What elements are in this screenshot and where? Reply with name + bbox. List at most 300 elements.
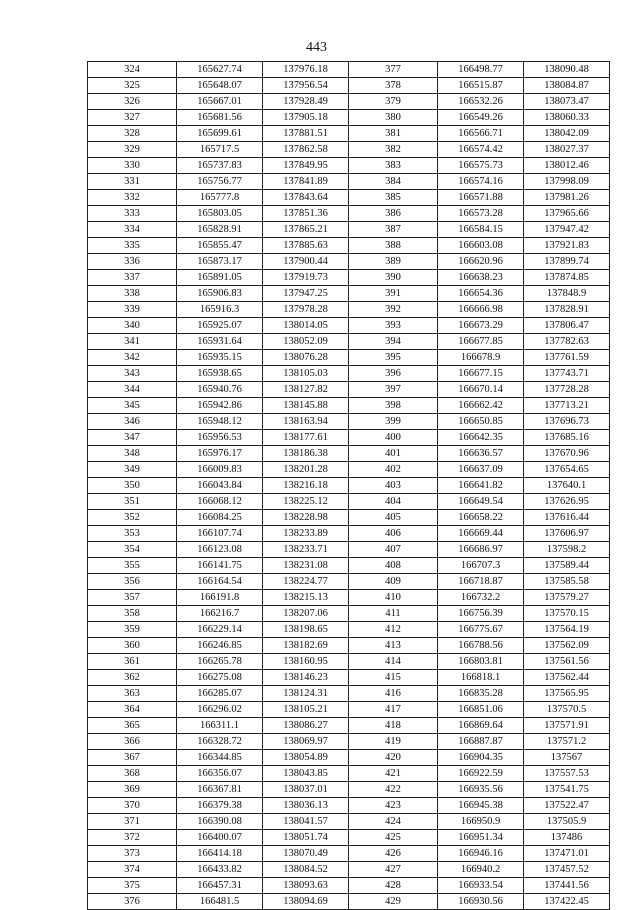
y-coordinate-cell: 137579.27 xyxy=(524,590,610,606)
y-coordinate-cell: 137899.74 xyxy=(524,254,610,270)
table-row xyxy=(88,222,610,238)
point-number-cell: 342 xyxy=(88,350,177,366)
y-coordinate-cell: 137865.21 xyxy=(263,222,349,238)
table-row xyxy=(88,798,610,814)
point-number-cell: 365 xyxy=(88,718,177,734)
y-coordinate-cell: 138086.27 xyxy=(263,718,349,734)
y-coordinate-cell: 137728.28 xyxy=(524,382,610,398)
point-number-cell: 341 xyxy=(88,334,177,350)
x-coordinate-cell: 166367.81 xyxy=(177,782,263,798)
point-number-cell: 391 xyxy=(349,286,438,302)
point-number-cell: 409 xyxy=(349,574,438,590)
x-coordinate-cell: 166636.57 xyxy=(438,446,524,462)
y-coordinate-cell: 137841.89 xyxy=(263,174,349,190)
y-coordinate-cell: 138145.88 xyxy=(263,398,349,414)
point-number-cell: 367 xyxy=(88,750,177,766)
table-row xyxy=(88,190,610,206)
point-number-cell: 329 xyxy=(88,142,177,158)
y-coordinate-cell: 137928.49 xyxy=(263,94,349,110)
y-coordinate-cell: 137956.54 xyxy=(263,78,349,94)
y-coordinate-cell: 137422.45 xyxy=(524,894,610,910)
point-number-cell: 340 xyxy=(88,318,177,334)
y-coordinate-cell: 137505.9 xyxy=(524,814,610,830)
x-coordinate-cell: 165667.01 xyxy=(177,94,263,110)
table-row xyxy=(88,830,610,846)
x-coordinate-cell: 166107.74 xyxy=(177,526,263,542)
y-coordinate-cell: 137567 xyxy=(524,750,610,766)
x-coordinate-cell: 166887.87 xyxy=(438,734,524,750)
y-coordinate-cell: 137862.58 xyxy=(263,142,349,158)
table-row xyxy=(88,462,610,478)
x-coordinate-cell: 165940.76 xyxy=(177,382,263,398)
x-coordinate-cell: 166433.82 xyxy=(177,862,263,878)
x-coordinate-cell: 166571.88 xyxy=(438,190,524,206)
y-coordinate-cell: 137947.25 xyxy=(263,286,349,302)
point-number-cell: 360 xyxy=(88,638,177,654)
y-coordinate-cell: 137696.73 xyxy=(524,414,610,430)
x-coordinate-cell: 166084.25 xyxy=(177,510,263,526)
y-coordinate-cell: 138182.69 xyxy=(263,638,349,654)
point-number-cell: 403 xyxy=(349,478,438,494)
point-number-cell: 382 xyxy=(349,142,438,158)
y-coordinate-cell: 138054.89 xyxy=(263,750,349,766)
y-coordinate-cell: 137561.56 xyxy=(524,654,610,670)
y-coordinate-cell: 138051.74 xyxy=(263,830,349,846)
table-row xyxy=(88,174,610,190)
point-number-cell: 345 xyxy=(88,398,177,414)
x-coordinate-cell: 166344.85 xyxy=(177,750,263,766)
x-coordinate-cell: 165648.07 xyxy=(177,78,263,94)
y-coordinate-cell: 137921.83 xyxy=(524,238,610,254)
x-coordinate-cell: 166851.06 xyxy=(438,702,524,718)
y-coordinate-cell: 137457.52 xyxy=(524,862,610,878)
x-coordinate-cell: 165681.56 xyxy=(177,110,263,126)
x-coordinate-cell: 166707.3 xyxy=(438,558,524,574)
point-number-cell: 405 xyxy=(349,510,438,526)
table-row xyxy=(88,126,610,142)
point-number-cell: 347 xyxy=(88,430,177,446)
y-coordinate-cell: 137782.63 xyxy=(524,334,610,350)
point-number-cell: 328 xyxy=(88,126,177,142)
point-number-cell: 334 xyxy=(88,222,177,238)
y-coordinate-cell: 137486 xyxy=(524,830,610,846)
point-number-cell: 383 xyxy=(349,158,438,174)
x-coordinate-cell: 165803.05 xyxy=(177,206,263,222)
y-coordinate-cell: 138070.49 xyxy=(263,846,349,862)
table-row xyxy=(88,766,610,782)
point-number-cell: 392 xyxy=(349,302,438,318)
table-row xyxy=(88,110,610,126)
y-coordinate-cell: 138231.08 xyxy=(263,558,349,574)
y-coordinate-cell: 137905.18 xyxy=(263,110,349,126)
x-coordinate-cell: 165916.3 xyxy=(177,302,263,318)
y-coordinate-cell: 138233.71 xyxy=(263,542,349,558)
point-number-cell: 336 xyxy=(88,254,177,270)
x-coordinate-cell: 166573.28 xyxy=(438,206,524,222)
x-coordinate-cell: 165717.5 xyxy=(177,142,263,158)
x-coordinate-cell: 166043.84 xyxy=(177,478,263,494)
point-number-cell: 420 xyxy=(349,750,438,766)
y-coordinate-cell: 137743.71 xyxy=(524,366,610,382)
y-coordinate-cell: 137562.09 xyxy=(524,638,610,654)
x-coordinate-cell: 166678.9 xyxy=(438,350,524,366)
table-row xyxy=(88,206,610,222)
x-coordinate-cell: 166933.54 xyxy=(438,878,524,894)
table-row xyxy=(88,686,610,702)
x-coordinate-cell: 166718.87 xyxy=(438,574,524,590)
table-row xyxy=(88,542,610,558)
x-coordinate-cell: 166400.07 xyxy=(177,830,263,846)
point-number-cell: 396 xyxy=(349,366,438,382)
table-row xyxy=(88,782,610,798)
y-coordinate-cell: 138228.98 xyxy=(263,510,349,526)
table-row xyxy=(88,142,610,158)
point-number-cell: 402 xyxy=(349,462,438,478)
x-coordinate-cell: 166379.38 xyxy=(177,798,263,814)
x-coordinate-cell: 166677.15 xyxy=(438,366,524,382)
y-coordinate-cell: 138036.13 xyxy=(263,798,349,814)
y-coordinate-cell: 137606.97 xyxy=(524,526,610,542)
y-coordinate-cell: 138225.12 xyxy=(263,494,349,510)
point-number-cell: 413 xyxy=(349,638,438,654)
x-coordinate-cell: 165935.15 xyxy=(177,350,263,366)
x-coordinate-cell: 166945.38 xyxy=(438,798,524,814)
point-number-cell: 401 xyxy=(349,446,438,462)
point-number-cell: 369 xyxy=(88,782,177,798)
point-number-cell: 339 xyxy=(88,302,177,318)
x-coordinate-cell: 166620.96 xyxy=(438,254,524,270)
x-coordinate-cell: 166686.97 xyxy=(438,542,524,558)
y-coordinate-cell: 138060.33 xyxy=(524,110,610,126)
x-coordinate-cell: 166141.75 xyxy=(177,558,263,574)
point-number-cell: 408 xyxy=(349,558,438,574)
point-number-cell: 361 xyxy=(88,654,177,670)
coordinates-table-body xyxy=(88,62,610,910)
point-number-cell: 325 xyxy=(88,78,177,94)
table-row xyxy=(88,158,610,174)
point-number-cell: 417 xyxy=(349,702,438,718)
point-number-cell: 351 xyxy=(88,494,177,510)
point-number-cell: 358 xyxy=(88,606,177,622)
y-coordinate-cell: 137585.58 xyxy=(524,574,610,590)
x-coordinate-cell: 166756.39 xyxy=(438,606,524,622)
y-coordinate-cell: 137571.2 xyxy=(524,734,610,750)
x-coordinate-cell: 166575.73 xyxy=(438,158,524,174)
y-coordinate-cell: 137640.1 xyxy=(524,478,610,494)
point-number-cell: 346 xyxy=(88,414,177,430)
point-number-cell: 400 xyxy=(349,430,438,446)
point-number-cell: 364 xyxy=(88,702,177,718)
y-coordinate-cell: 138073.47 xyxy=(524,94,610,110)
point-number-cell: 421 xyxy=(349,766,438,782)
table-row xyxy=(88,286,610,302)
point-number-cell: 331 xyxy=(88,174,177,190)
y-coordinate-cell: 138215.13 xyxy=(263,590,349,606)
table-row xyxy=(88,446,610,462)
point-number-cell: 354 xyxy=(88,542,177,558)
table-row xyxy=(88,526,610,542)
table-row xyxy=(88,398,610,414)
x-coordinate-cell: 165976.17 xyxy=(177,446,263,462)
x-coordinate-cell: 166285.07 xyxy=(177,686,263,702)
y-coordinate-cell: 137828.91 xyxy=(524,302,610,318)
x-coordinate-cell: 166922.59 xyxy=(438,766,524,782)
point-number-cell: 338 xyxy=(88,286,177,302)
x-coordinate-cell: 166191.8 xyxy=(177,590,263,606)
y-coordinate-cell: 138037.01 xyxy=(263,782,349,798)
point-number-cell: 429 xyxy=(349,894,438,910)
point-number-cell: 373 xyxy=(88,846,177,862)
y-coordinate-cell: 138146.23 xyxy=(263,670,349,686)
point-number-cell: 337 xyxy=(88,270,177,286)
y-coordinate-cell: 137713.21 xyxy=(524,398,610,414)
point-number-cell: 390 xyxy=(349,270,438,286)
x-coordinate-cell: 166946.16 xyxy=(438,846,524,862)
x-coordinate-cell: 165855.47 xyxy=(177,238,263,254)
y-coordinate-cell: 138084.87 xyxy=(524,78,610,94)
point-number-cell: 385 xyxy=(349,190,438,206)
point-number-cell: 333 xyxy=(88,206,177,222)
y-coordinate-cell: 137761.59 xyxy=(524,350,610,366)
y-coordinate-cell: 138069.97 xyxy=(263,734,349,750)
x-coordinate-cell: 166414.18 xyxy=(177,846,263,862)
y-coordinate-cell: 137557.53 xyxy=(524,766,610,782)
y-coordinate-cell: 137626.95 xyxy=(524,494,610,510)
point-number-cell: 412 xyxy=(349,622,438,638)
x-coordinate-cell: 166930.56 xyxy=(438,894,524,910)
y-coordinate-cell: 138052.09 xyxy=(263,334,349,350)
y-coordinate-cell: 137564.19 xyxy=(524,622,610,638)
table-row xyxy=(88,414,610,430)
y-coordinate-cell: 137616.44 xyxy=(524,510,610,526)
x-coordinate-cell: 166658.22 xyxy=(438,510,524,526)
point-number-cell: 384 xyxy=(349,174,438,190)
y-coordinate-cell: 138224.77 xyxy=(263,574,349,590)
table-row xyxy=(88,238,610,254)
page-number: 443 xyxy=(306,40,327,55)
y-coordinate-cell: 138207.06 xyxy=(263,606,349,622)
x-coordinate-cell: 166265.78 xyxy=(177,654,263,670)
y-coordinate-cell: 137848.9 xyxy=(524,286,610,302)
y-coordinate-cell: 137570.15 xyxy=(524,606,610,622)
table-row xyxy=(88,590,610,606)
point-number-cell: 366 xyxy=(88,734,177,750)
point-number-cell: 393 xyxy=(349,318,438,334)
x-coordinate-cell: 166950.9 xyxy=(438,814,524,830)
x-coordinate-cell: 166935.56 xyxy=(438,782,524,798)
table-row xyxy=(88,558,610,574)
point-number-cell: 424 xyxy=(349,814,438,830)
y-coordinate-cell: 138105.21 xyxy=(263,702,349,718)
x-coordinate-cell: 166246.85 xyxy=(177,638,263,654)
x-coordinate-cell: 166803.81 xyxy=(438,654,524,670)
x-coordinate-cell: 166481.5 xyxy=(177,894,263,910)
x-coordinate-cell: 165956.53 xyxy=(177,430,263,446)
table-row xyxy=(88,382,610,398)
y-coordinate-cell: 137471.01 xyxy=(524,846,610,862)
point-number-cell: 415 xyxy=(349,670,438,686)
point-number-cell: 427 xyxy=(349,862,438,878)
table-row xyxy=(88,606,610,622)
x-coordinate-cell: 166670.14 xyxy=(438,382,524,398)
point-number-cell: 387 xyxy=(349,222,438,238)
point-number-cell: 428 xyxy=(349,878,438,894)
x-coordinate-cell: 166666.98 xyxy=(438,302,524,318)
point-number-cell: 375 xyxy=(88,878,177,894)
y-coordinate-cell: 138186.38 xyxy=(263,446,349,462)
x-coordinate-cell: 166549.26 xyxy=(438,110,524,126)
y-coordinate-cell: 137541.75 xyxy=(524,782,610,798)
y-coordinate-cell: 138105.03 xyxy=(263,366,349,382)
point-number-cell: 380 xyxy=(349,110,438,126)
x-coordinate-cell: 166818.1 xyxy=(438,670,524,686)
x-coordinate-cell: 165699.61 xyxy=(177,126,263,142)
point-number-cell: 395 xyxy=(349,350,438,366)
y-coordinate-cell: 137570.5 xyxy=(524,702,610,718)
point-number-cell: 368 xyxy=(88,766,177,782)
point-number-cell: 394 xyxy=(349,334,438,350)
y-coordinate-cell: 138014.05 xyxy=(263,318,349,334)
x-coordinate-cell: 165777.8 xyxy=(177,190,263,206)
x-coordinate-cell: 165938.65 xyxy=(177,366,263,382)
y-coordinate-cell: 138198.65 xyxy=(263,622,349,638)
table-row xyxy=(88,510,610,526)
x-coordinate-cell: 165873.17 xyxy=(177,254,263,270)
point-number-cell: 353 xyxy=(88,526,177,542)
table-row xyxy=(88,430,610,446)
y-coordinate-cell: 137947.42 xyxy=(524,222,610,238)
point-number-cell: 357 xyxy=(88,590,177,606)
y-coordinate-cell: 137565.95 xyxy=(524,686,610,702)
y-coordinate-cell: 137441.56 xyxy=(524,878,610,894)
y-coordinate-cell: 137843.64 xyxy=(263,190,349,206)
point-number-cell: 349 xyxy=(88,462,177,478)
table-row xyxy=(88,334,610,350)
x-coordinate-cell: 166603.08 xyxy=(438,238,524,254)
point-number-cell: 324 xyxy=(88,62,177,78)
y-coordinate-cell: 137598.2 xyxy=(524,542,610,558)
table-row xyxy=(88,702,610,718)
table-row xyxy=(88,894,610,910)
x-coordinate-cell: 166951.34 xyxy=(438,830,524,846)
point-number-cell: 374 xyxy=(88,862,177,878)
x-coordinate-cell: 166068.12 xyxy=(177,494,263,510)
point-number-cell: 327 xyxy=(88,110,177,126)
y-coordinate-cell: 137919.73 xyxy=(263,270,349,286)
y-coordinate-cell: 137849.95 xyxy=(263,158,349,174)
point-number-cell: 407 xyxy=(349,542,438,558)
y-coordinate-cell: 138127.82 xyxy=(263,382,349,398)
y-coordinate-cell: 138216.18 xyxy=(263,478,349,494)
y-coordinate-cell: 138076.28 xyxy=(263,350,349,366)
table-row xyxy=(88,350,610,366)
x-coordinate-cell: 166673.29 xyxy=(438,318,524,334)
point-number-cell: 356 xyxy=(88,574,177,590)
x-coordinate-cell: 165942.86 xyxy=(177,398,263,414)
point-number-cell: 411 xyxy=(349,606,438,622)
x-coordinate-cell: 166216.7 xyxy=(177,606,263,622)
point-number-cell: 397 xyxy=(349,382,438,398)
y-coordinate-cell: 137522.47 xyxy=(524,798,610,814)
y-coordinate-cell: 137900.44 xyxy=(263,254,349,270)
y-coordinate-cell: 137670.96 xyxy=(524,446,610,462)
x-coordinate-cell: 165756.77 xyxy=(177,174,263,190)
x-coordinate-cell: 166869.64 xyxy=(438,718,524,734)
y-coordinate-cell: 138201.28 xyxy=(263,462,349,478)
x-coordinate-cell: 166515.87 xyxy=(438,78,524,94)
point-number-cell: 370 xyxy=(88,798,177,814)
x-coordinate-cell: 165737.83 xyxy=(177,158,263,174)
x-coordinate-cell: 166732.2 xyxy=(438,590,524,606)
point-number-cell: 414 xyxy=(349,654,438,670)
x-coordinate-cell: 166641.82 xyxy=(438,478,524,494)
table-row xyxy=(88,670,610,686)
y-coordinate-cell: 137885.63 xyxy=(263,238,349,254)
x-coordinate-cell: 166311.1 xyxy=(177,718,263,734)
x-coordinate-cell: 166654.36 xyxy=(438,286,524,302)
x-coordinate-cell: 166532.26 xyxy=(438,94,524,110)
point-number-cell: 326 xyxy=(88,94,177,110)
x-coordinate-cell: 166328.72 xyxy=(177,734,263,750)
x-coordinate-cell: 166835.28 xyxy=(438,686,524,702)
y-coordinate-cell: 137978.28 xyxy=(263,302,349,318)
point-number-cell: 418 xyxy=(349,718,438,734)
table-row xyxy=(88,302,610,318)
y-coordinate-cell: 137851.36 xyxy=(263,206,349,222)
table-row xyxy=(88,270,610,286)
table-row xyxy=(88,494,610,510)
table-row xyxy=(88,318,610,334)
table-row xyxy=(88,78,610,94)
x-coordinate-cell: 166775.67 xyxy=(438,622,524,638)
point-number-cell: 371 xyxy=(88,814,177,830)
point-number-cell: 350 xyxy=(88,478,177,494)
x-coordinate-cell: 166788.56 xyxy=(438,638,524,654)
point-number-cell: 359 xyxy=(88,622,177,638)
point-number-cell: 352 xyxy=(88,510,177,526)
x-coordinate-cell: 166669.44 xyxy=(438,526,524,542)
y-coordinate-cell: 138177.61 xyxy=(263,430,349,446)
y-coordinate-cell: 138043.85 xyxy=(263,766,349,782)
x-coordinate-cell: 166649.54 xyxy=(438,494,524,510)
point-number-cell: 343 xyxy=(88,366,177,382)
point-number-cell: 363 xyxy=(88,686,177,702)
point-number-cell: 335 xyxy=(88,238,177,254)
point-number-cell: 355 xyxy=(88,558,177,574)
table-row xyxy=(88,734,610,750)
table-row xyxy=(88,750,610,766)
point-number-cell: 423 xyxy=(349,798,438,814)
y-coordinate-cell: 137881.51 xyxy=(263,126,349,142)
x-coordinate-cell: 166642.35 xyxy=(438,430,524,446)
y-coordinate-cell: 137654.65 xyxy=(524,462,610,478)
y-coordinate-cell: 138027.37 xyxy=(524,142,610,158)
point-number-cell: 372 xyxy=(88,830,177,846)
x-coordinate-cell: 166584.15 xyxy=(438,222,524,238)
x-coordinate-cell: 166164.54 xyxy=(177,574,263,590)
point-number-cell: 425 xyxy=(349,830,438,846)
y-coordinate-cell: 137562.44 xyxy=(524,670,610,686)
point-number-cell: 377 xyxy=(349,62,438,78)
point-number-cell: 398 xyxy=(349,398,438,414)
x-coordinate-cell: 165627.74 xyxy=(177,62,263,78)
point-number-cell: 404 xyxy=(349,494,438,510)
y-coordinate-cell: 138041.57 xyxy=(263,814,349,830)
table-row xyxy=(88,94,610,110)
table-row xyxy=(88,62,610,78)
table-row xyxy=(88,574,610,590)
x-coordinate-cell: 166498.77 xyxy=(438,62,524,78)
